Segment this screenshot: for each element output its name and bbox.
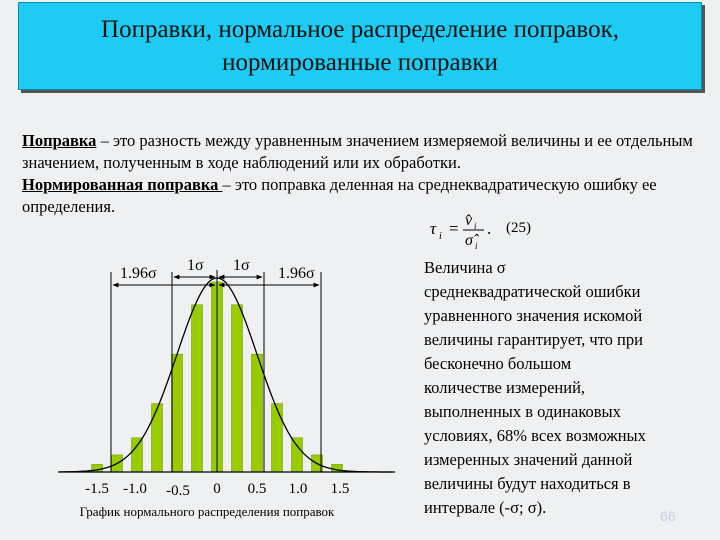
page-number: 66 xyxy=(660,508,676,524)
term-correction: Поправка xyxy=(22,131,97,150)
sigma-explanation-line: уравненного значения искомой xyxy=(424,306,643,325)
x-tick-label: 1.0 xyxy=(288,481,308,497)
sigma-explanation-line: величины будут находиться в xyxy=(424,474,631,493)
x-tick-label: 0 xyxy=(213,481,221,497)
label-right-196: 1.96σ xyxy=(278,265,315,282)
histogram-bar xyxy=(252,354,263,472)
term-normalized: Нормированная поправка xyxy=(22,175,223,194)
histogram-bar xyxy=(192,305,203,472)
formula-equals: = xyxy=(449,219,459,238)
normal-curve xyxy=(60,278,392,472)
label-left-196: 1.96σ xyxy=(120,265,157,282)
title-line-1: Поправки, нормальное распределение поправок, xyxy=(101,16,619,43)
sigma-explanation-line: измеренных значений данной xyxy=(424,450,633,469)
chart-caption: График нормального распределения поправок xyxy=(79,504,335,519)
sigma-explanation-line: условиях, 68% всех возможных xyxy=(424,426,646,445)
formula-denominator-sub: i xyxy=(475,241,478,250)
x-tick-label: -0.5 xyxy=(166,483,190,499)
definition-normalized-text: – это поправка деленная на среднеквадратическую ошибку ее определения. xyxy=(22,175,657,216)
formula-lhs-sub: i xyxy=(439,231,442,242)
formula-number: (25) xyxy=(506,220,531,236)
formula-dot: . xyxy=(487,219,492,238)
sigma-explanation-line: выполненных в одинаковых xyxy=(424,402,621,421)
x-tick-label: 0.5 xyxy=(247,481,267,497)
sigma-explanation-line: бесконечно большом xyxy=(424,354,572,373)
label-left-1s: 1σ xyxy=(187,257,204,274)
histogram-bar xyxy=(132,438,143,472)
sigma-explanation-line: Величина σ xyxy=(424,258,506,277)
histogram-bar xyxy=(272,404,283,472)
formula-numerator-sub: i xyxy=(474,221,477,231)
x-tick-label: -1.0 xyxy=(123,481,147,497)
formula-denominator: σ̂ xyxy=(465,232,473,249)
sigma-explanation xyxy=(424,256,709,520)
x-tick-label: -1.5 xyxy=(85,481,109,497)
sigma-explanation-line: среднеквадратической ошибки xyxy=(424,282,641,301)
label-right-1s: 1σ xyxy=(233,257,250,274)
formula-lhs: τ xyxy=(430,219,437,238)
histogram-bar xyxy=(172,354,183,472)
sigma-explanation-line: количестве измерений, xyxy=(424,378,586,397)
histogram-bar xyxy=(292,438,303,472)
sigma-explanation-line: интервале (-σ; σ). xyxy=(424,498,547,517)
histogram-bar xyxy=(152,404,163,472)
sigma-explanation-line: величины гарантирует, что при xyxy=(424,330,643,349)
formula-numerator: v̂ xyxy=(465,212,473,229)
x-tick-labels xyxy=(85,481,349,499)
x-tick-label: 1.5 xyxy=(330,481,350,497)
title-line-2: нормированные поправки xyxy=(222,49,498,76)
definition-correction-text: – это разность между уравненным значением измеряемой величины и ее отдельным значением, полученным в ходе наблюдений или их обработки. xyxy=(22,131,693,172)
histogram-bar xyxy=(232,305,243,472)
